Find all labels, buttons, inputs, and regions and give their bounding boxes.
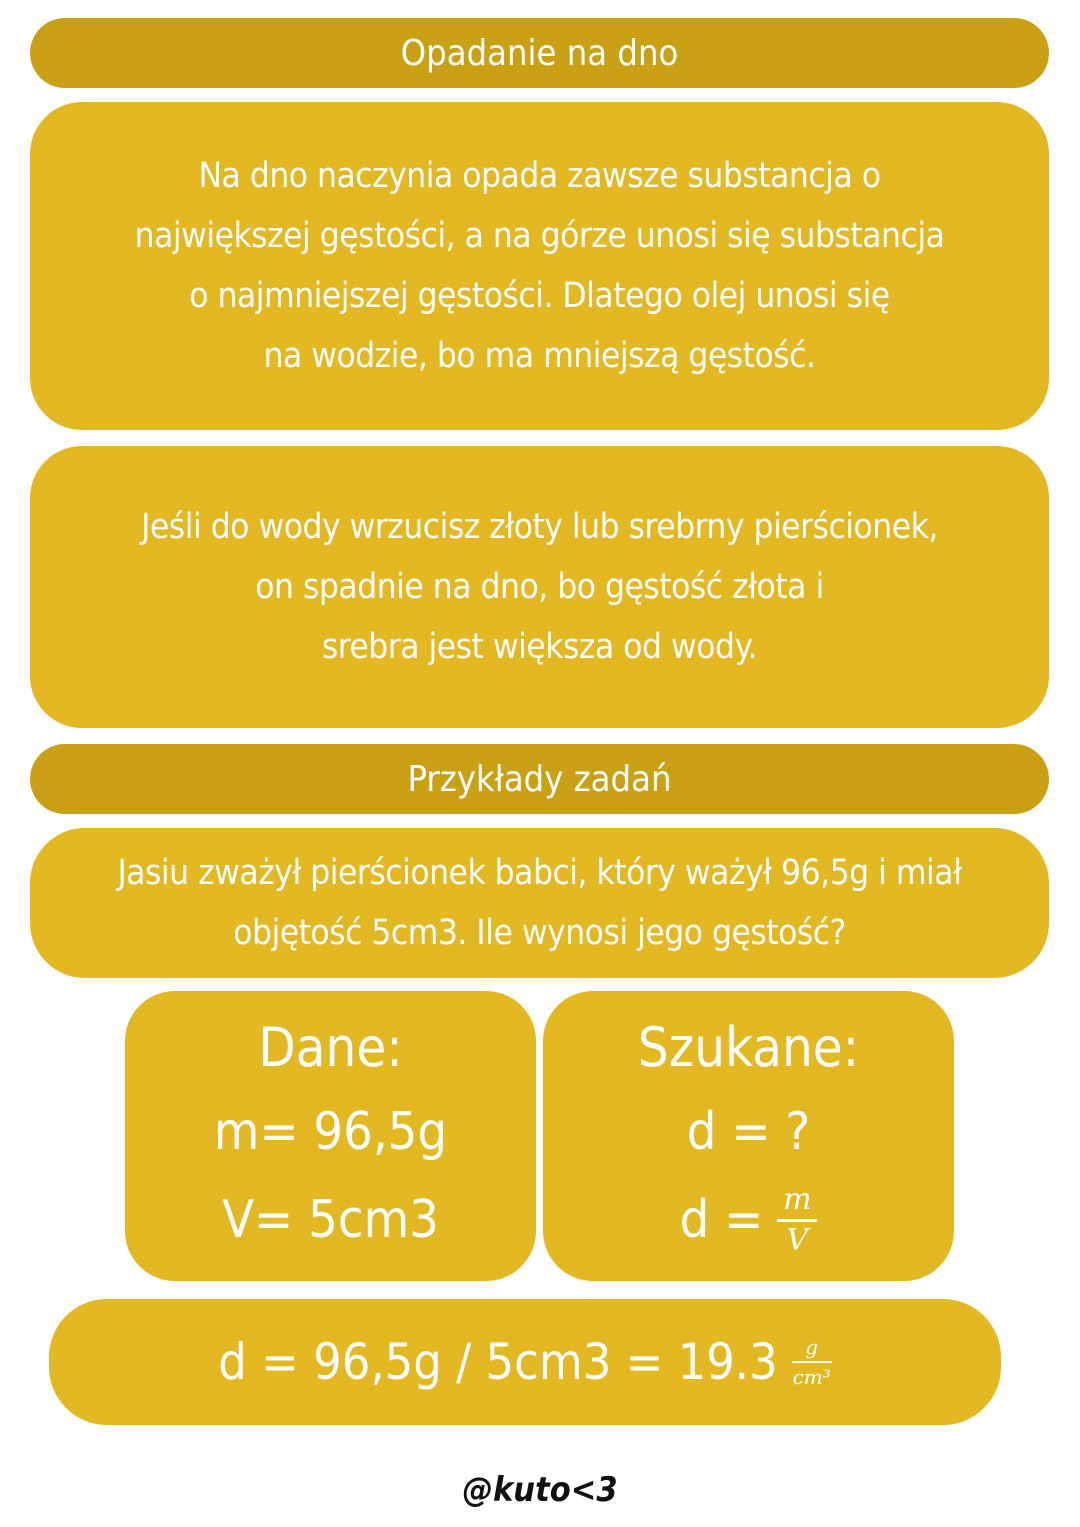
fraction-bar xyxy=(777,1219,817,1222)
wanted-unknown: d = ? xyxy=(686,1102,811,1162)
paragraph-line: srebra jest większa od wody. xyxy=(321,627,758,667)
given-card xyxy=(125,991,536,1281)
paragraph xyxy=(141,497,938,677)
given-content xyxy=(214,1008,447,1264)
paragraph-line: na wodzie, bo ma mniejszą gęstość. xyxy=(263,336,816,376)
info-card-ring-example xyxy=(30,446,1049,728)
result-equation xyxy=(218,1333,831,1391)
result-unit-fraction xyxy=(792,1335,832,1389)
result-card xyxy=(49,1299,1001,1425)
author-signature: @kuto<3 xyxy=(462,1470,618,1510)
density-formula xyxy=(680,1176,818,1264)
section-header-examples xyxy=(30,744,1049,814)
unit-numerator: g xyxy=(805,1335,819,1359)
paragraph-line: Na dno naczynia opada zawsze substancja o xyxy=(198,156,881,196)
problem-card xyxy=(30,828,1049,978)
given-title: Dane: xyxy=(258,1016,403,1079)
paragraph-line: on spadnie na dno, bo gęstość złota i xyxy=(255,567,824,607)
unit-denominator: cm³ xyxy=(792,1365,831,1389)
section-title: Przykłady zadań xyxy=(407,758,672,800)
section-title: Opadanie na dno xyxy=(400,32,679,74)
fraction-denominator: V xyxy=(786,1222,809,1258)
wanted-card xyxy=(543,991,954,1281)
problem-line: Jasiu zważył pierścionek babci, który ważył 96,5g i miał xyxy=(117,853,962,893)
info-card-density-order xyxy=(30,102,1049,430)
wanted-title: Szukane: xyxy=(637,1016,860,1079)
fraction-numerator: m xyxy=(783,1181,812,1217)
problem-line: objętość 5cm3. Ile wynosi jego gęstość? xyxy=(233,913,846,953)
fraction-bar xyxy=(792,1361,832,1363)
paragraph xyxy=(135,146,945,386)
formula-prefix: d = xyxy=(679,1190,764,1250)
wanted-content xyxy=(638,1008,859,1264)
paragraph-line: największej gęstości, a na górze unosi się substancja xyxy=(134,216,945,256)
paragraph-line: Jeśli do wody wrzucisz złoty lub srebrny pierścionek, xyxy=(141,507,938,547)
paragraph-line: o najmniejszej gęstości. Dlatego olej unosi się xyxy=(189,276,890,316)
formula-fraction xyxy=(777,1181,817,1258)
section-header-sinking xyxy=(30,18,1049,88)
given-mass: m= 96,5g xyxy=(213,1102,448,1162)
given-volume: V= 5cm3 xyxy=(222,1190,439,1250)
problem-text xyxy=(117,843,961,963)
result-text: d = 96,5g / 5cm3 = 19.3 xyxy=(218,1333,778,1391)
